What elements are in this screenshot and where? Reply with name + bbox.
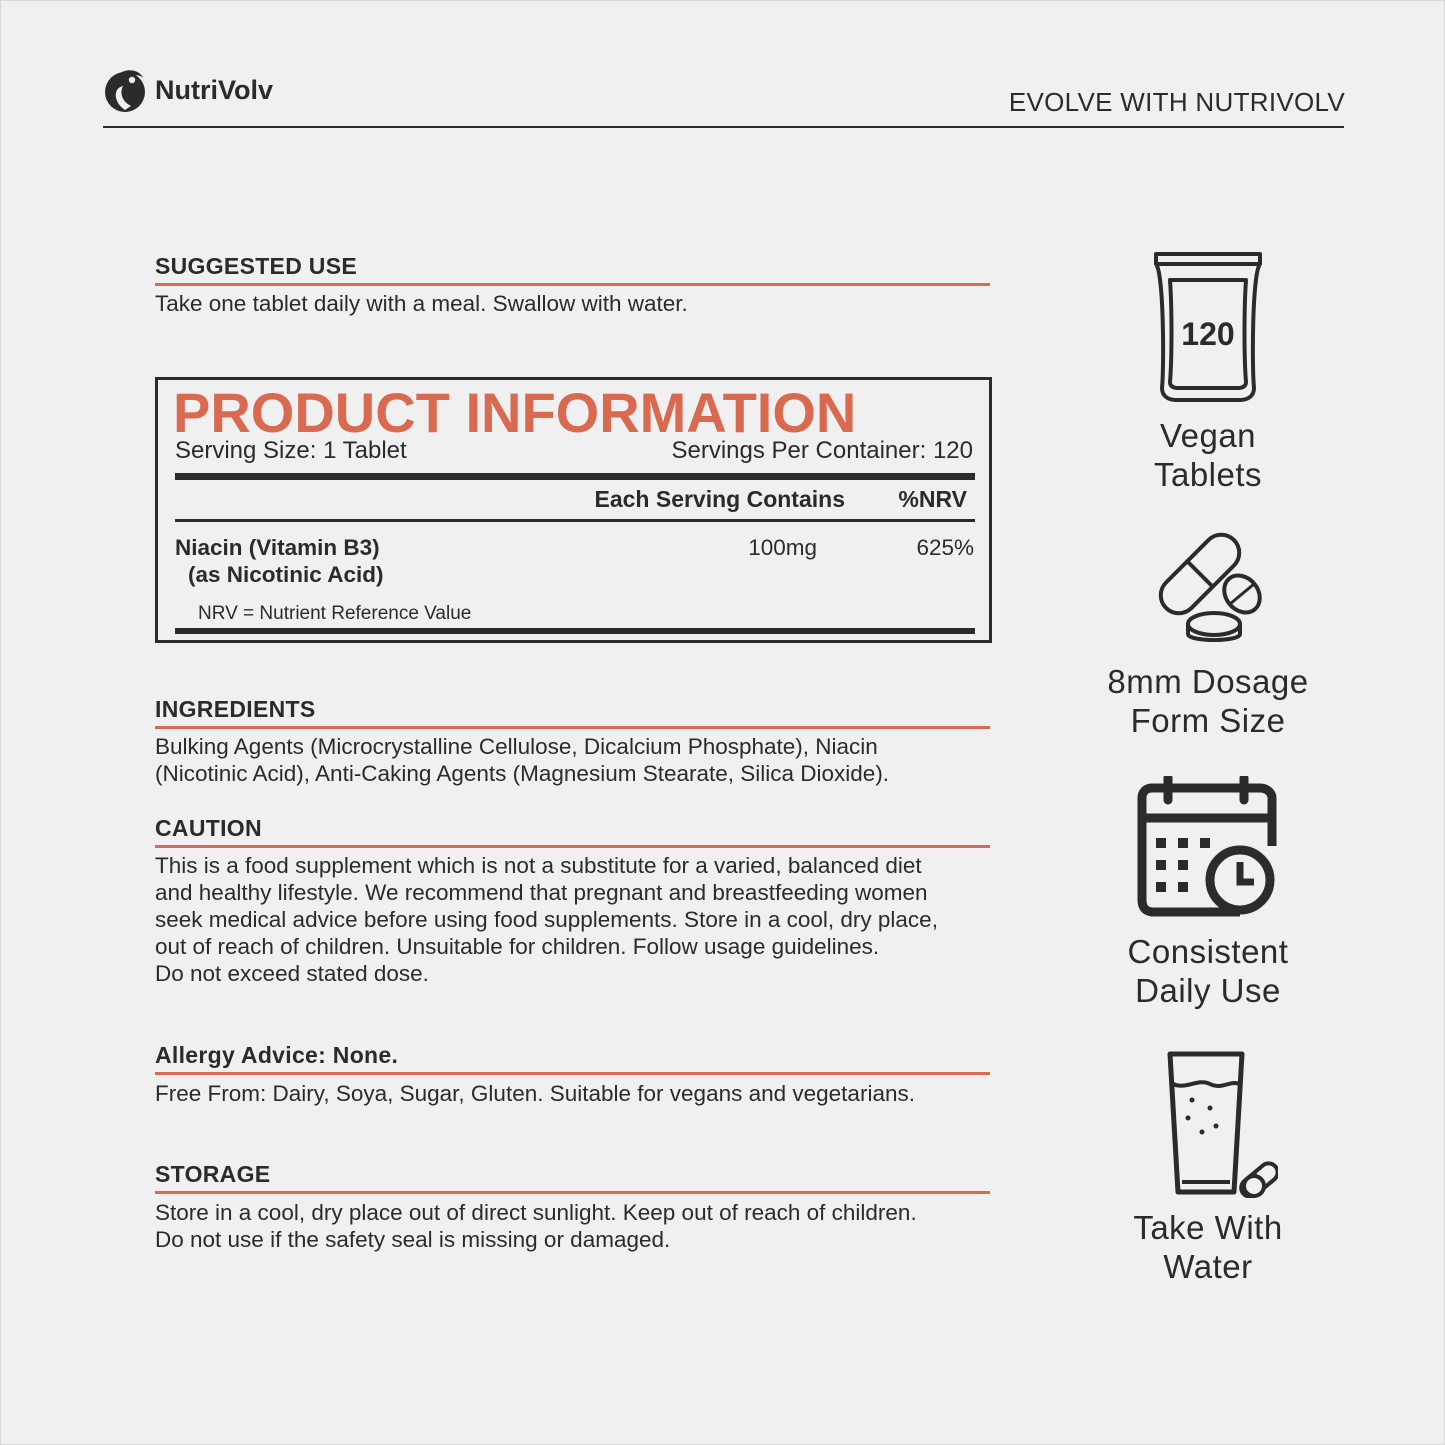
caution-text: [155, 852, 990, 987]
ingredients-title: INGREDIENTS: [155, 696, 316, 722]
feature-take-with-water: [1058, 1050, 1358, 1286]
nutrient-nrv: 625%: [916, 535, 974, 560]
feature-label-line: 8mm Dosage: [1107, 663, 1309, 700]
feature-vegan-tablets: [1058, 248, 1358, 494]
pouch-count: 120: [1181, 316, 1235, 352]
section-divider: [155, 726, 990, 729]
glass-water-icon: [1138, 1050, 1278, 1198]
nutrient-name-line2: (as Nicotinic Acid): [188, 562, 384, 587]
storage-line: Do not use if the safety seal is missing or damaged.: [155, 1227, 671, 1252]
section-divider: [155, 845, 990, 848]
ingredients-text: [155, 733, 990, 787]
section-divider: [155, 283, 990, 286]
pouch-icon: [1148, 248, 1268, 406]
serving-size: Serving Size: 1 Tablet: [175, 437, 407, 464]
header-divider: [103, 126, 1344, 128]
feature-label-line: Water: [1163, 1248, 1253, 1285]
feature-label: [1058, 662, 1358, 740]
feature-consistent-daily-use: [1058, 776, 1358, 1010]
section-divider: [155, 1191, 990, 1194]
caution-line: out of reach of children. Unsuitable for children. Follow usage guidelines.: [155, 934, 880, 959]
servings-per-container: Servings Per Container: 120: [671, 437, 973, 464]
nrv-footnote: NRV = Nutrient Reference Value: [198, 603, 472, 624]
ingredients-line: (Nicotinic Acid), Anti-Caking Agents (Magnesium Stearate, Silica Dioxide).: [155, 761, 890, 786]
section-divider: [155, 1072, 990, 1075]
feature-label: [1058, 416, 1358, 494]
caution-line: Do not exceed stated dose.: [155, 961, 429, 986]
caution-section: [155, 815, 990, 987]
caution-title: CAUTION: [155, 815, 262, 841]
table-header-rule: [175, 519, 975, 522]
product-information-panel: [155, 377, 992, 643]
caution-line: and healthy lifestyle. We recommend that pregnant and breastfeeding women: [155, 880, 928, 905]
capsule-tablets-icon: [1148, 530, 1268, 650]
storage-line: Store in a cool, dry place out of direct sunlight. Keep out of reach of children.: [155, 1200, 917, 1225]
suggested-use-text: Take one tablet daily with a meal. Swallow with water.: [155, 291, 688, 316]
feature-label-line: Tablets: [1153, 456, 1263, 493]
allergy-title: Allergy Advice: None.: [155, 1042, 399, 1068]
nutrient-amount: 100mg: [748, 535, 817, 560]
nutrient-name: [175, 534, 383, 588]
allergy-section: [155, 1042, 990, 1107]
caution-line: This is a food supplement which is not a substitute for a varied, balanced diet: [155, 853, 922, 878]
feature-label-line: Vegan: [1159, 417, 1257, 454]
nutrient-name-line1: Niacin (Vitamin B3): [175, 535, 380, 560]
table-bottom-rule: [175, 628, 975, 634]
parrot-logo-icon: [103, 66, 149, 114]
storage-section: [155, 1161, 990, 1253]
caution-line: seek medical advice before using food supplements. Store in a cool, dry place,: [155, 907, 938, 932]
feature-label: [1058, 932, 1358, 1010]
suggested-use-section: [155, 253, 990, 317]
feature-label-line: Take With: [1133, 1209, 1283, 1246]
feature-label: [1058, 1208, 1358, 1286]
allergy-text: Free From: Dairy, Soya, Sugar, Gluten. Suitable for vegans and vegetarians.: [155, 1081, 915, 1106]
storage-text: [155, 1199, 990, 1253]
storage-title: STORAGE: [155, 1161, 271, 1187]
brand-name: NutriVolv: [155, 74, 274, 105]
table-top-rule: [175, 473, 975, 480]
feature-dosage-form-size: [1058, 530, 1358, 740]
tagline: EVOLVE WITH NUTRIVOLV: [1008, 87, 1345, 117]
brand-logo[interactable]: [103, 66, 273, 114]
calendar-clock-icon: [1136, 776, 1280, 920]
feature-label-line: Consistent: [1127, 933, 1289, 970]
product-information-title: PRODUCT INFORMATION: [173, 381, 857, 444]
ingredients-section: [155, 696, 990, 787]
suggested-use-title: SUGGESTED USE: [155, 253, 357, 279]
ingredients-line: Bulking Agents (Microcrystalline Cellulose, Dicalcium Phosphate), Niacin: [155, 734, 878, 759]
column-header-nrv: %NRV: [898, 486, 967, 512]
feature-label-line: Daily Use: [1135, 972, 1281, 1009]
column-header-each-serving: Each Serving Contains: [594, 486, 845, 512]
feature-label-line: Form Size: [1130, 702, 1286, 739]
